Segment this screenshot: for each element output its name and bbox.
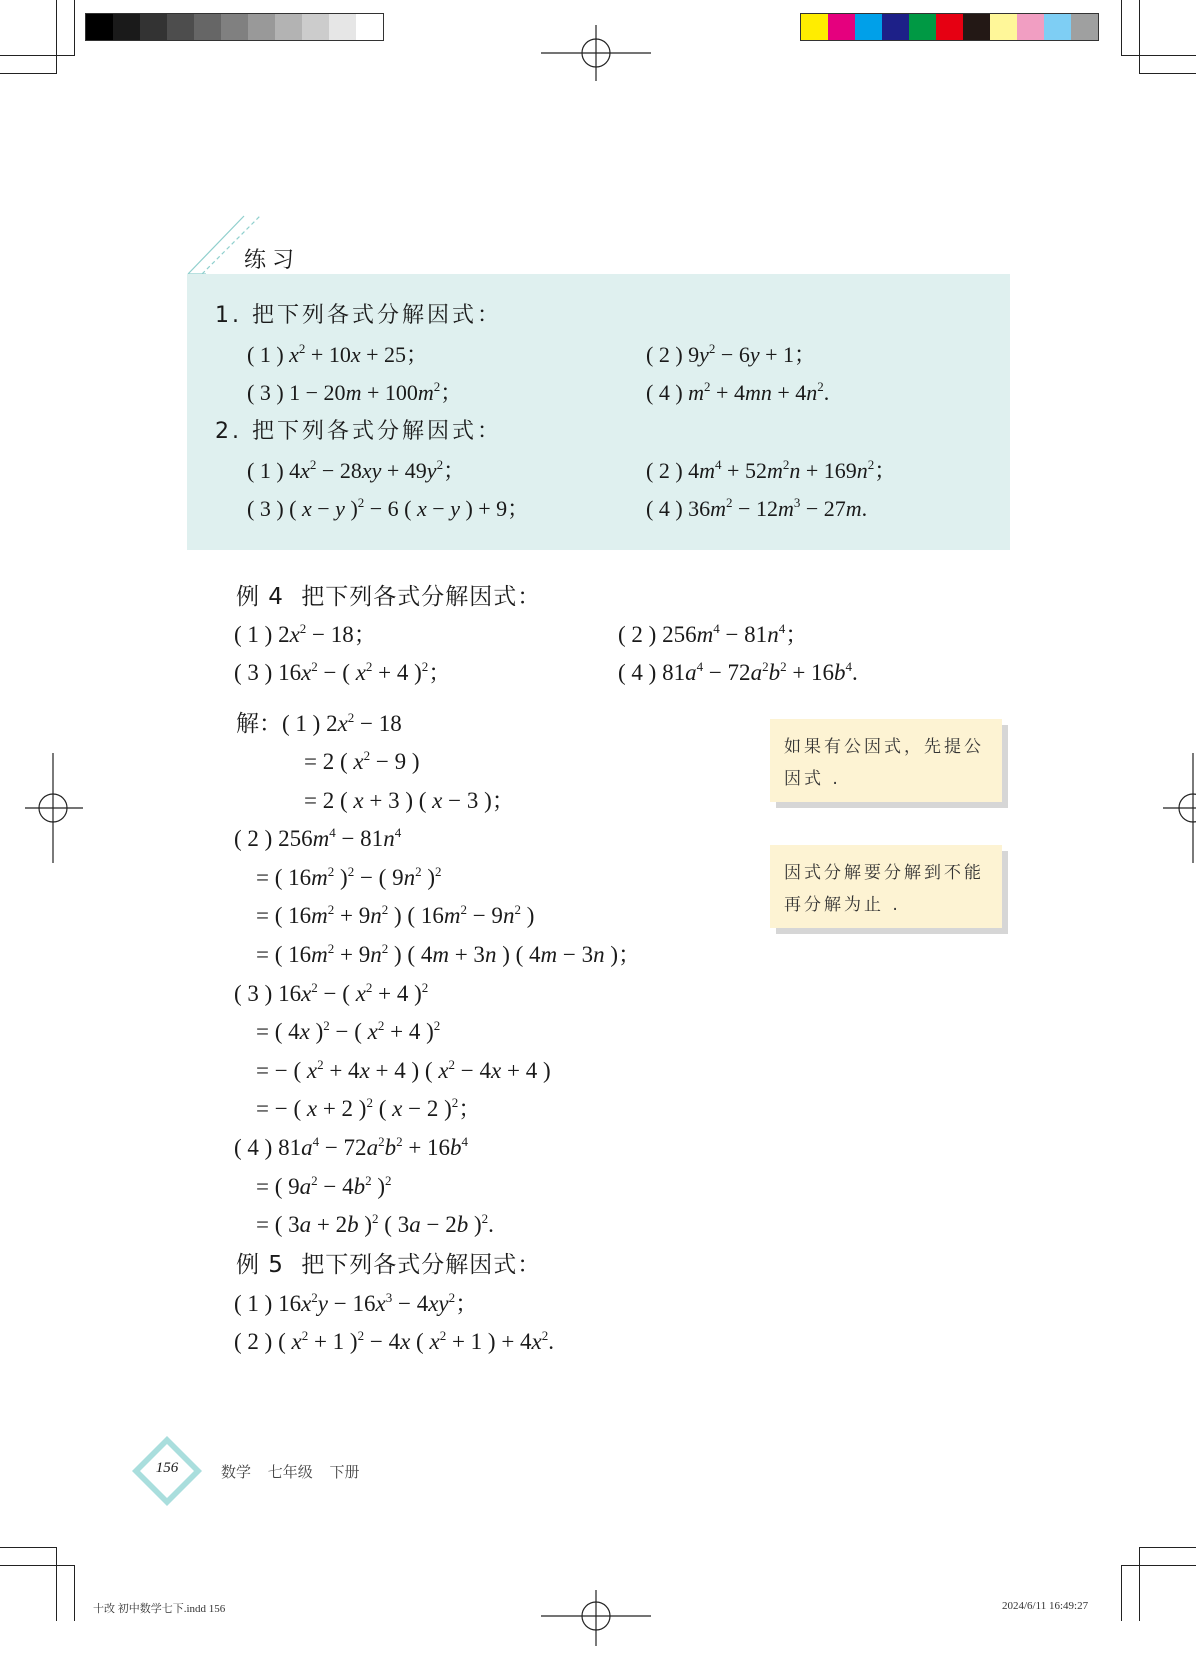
- crop-mark: [74, 1565, 75, 1621]
- crop-mark: [56, 1547, 57, 1621]
- solution-step-2a: ( 2 ) $256m^4 - 81n^4$: [234, 825, 402, 851]
- crop-mark: [0, 55, 75, 56]
- gray-swatch: [140, 14, 167, 40]
- color-swatch: [1017, 14, 1044, 40]
- page-number: 156: [155, 1460, 179, 1476]
- crop-mark: [1121, 1565, 1196, 1566]
- color-swatch: [882, 14, 909, 40]
- solution-step-2c: = ( $16m^2 + 9n^2$ ) ( $16m^2 - 9n^2$ ): [256, 902, 535, 928]
- color-swatch: [963, 14, 990, 40]
- registration-mark-left: [0, 753, 110, 863]
- exercise-q1-label: 1. 把下列各式分解因式：: [215, 303, 502, 328]
- gray-swatch: [86, 14, 113, 40]
- crop-mark: [0, 73, 57, 74]
- example4-label: 例 4: [236, 584, 284, 610]
- gray-swatch: [356, 14, 383, 40]
- registration-mark-bottom: [541, 1565, 651, 1675]
- example4-item-4: ( 4 ) $81a^4 - 72a^2b^2 + 16b^4$.: [618, 659, 858, 685]
- gray-swatch: [113, 14, 140, 40]
- registration-mark-right: [1136, 753, 1196, 863]
- gray-swatch: [329, 14, 356, 40]
- color-swatch: [909, 14, 936, 40]
- solution-step-2d: = ( $16m^2 + 9n^2$ ) ( 4m + 3n ) ( 4m − 3n )；: [256, 941, 642, 967]
- solution-step-3d: = − ( x + 2 )$^2$ ( x − 2 )$^2$；: [256, 1095, 482, 1121]
- crop-mark: [1121, 0, 1122, 56]
- exercise-q2-item-1: ( 1 ) $4x^2 - 28xy + 49y^2$；: [247, 457, 466, 483]
- exercise-q2-item-2: ( 2 ) $4m^4 + 52m^2n + 169n^2$；: [646, 457, 897, 483]
- example4-item-3: ( 3 ) $16x^2$ − ( $x^2 + 4$ )$^2$；: [234, 659, 452, 685]
- color-swatch: [1071, 14, 1098, 40]
- color-swatch: [990, 14, 1017, 40]
- solution-step-1c: = 2 ( x + 3 ) ( x − 3 )；: [304, 788, 515, 813]
- gray-swatch: [275, 14, 302, 40]
- solution-step-4b: = ( $9a^2 - 4b^2$ )$^2$: [256, 1173, 392, 1199]
- solution-step-3b: = ( 4x )$^2$ − ( $x^2 + 4$ )$^2$: [256, 1018, 441, 1044]
- crop-mark: [74, 0, 75, 56]
- color-swatch: [1044, 14, 1071, 40]
- gray-swatch: [194, 14, 221, 40]
- solution-label: 解：: [236, 711, 282, 737]
- book-title: 数学 七年级 下册: [221, 1463, 360, 1481]
- exercise-q2-label: 2. 把下列各式分解因式：: [215, 419, 502, 444]
- exercise-q2-item-3: ( 3 ) ( x − y )$^2$ − 6 ( x − y ) + 9；: [247, 495, 530, 521]
- crop-mark: [0, 1547, 57, 1548]
- solution-step-3c: = − ( $x^2 + 4x + 4$ ) ( $x^2 - 4x + 4$ ): [256, 1057, 551, 1083]
- example5-heading: [236, 1250, 541, 1280]
- timestamp-slug: 2024/6/11 16:49:27: [1002, 1600, 1089, 1612]
- example5-item-1: ( 1 ) $16x^2y - 16x^3 - 4xy^2$；: [234, 1290, 479, 1316]
- crop-mark: [1121, 1565, 1122, 1621]
- exercise-title: 练习: [244, 248, 301, 273]
- example5-prompt: 把下列各式分解因式：: [301, 1252, 542, 1278]
- solution-step-1b: = 2 ( $x^2 - 9$ ): [304, 748, 420, 774]
- crop-mark: [0, 1565, 75, 1566]
- gray-swatch: [221, 14, 248, 40]
- gray-scale-bar: [85, 13, 384, 41]
- registration-mark-top: [541, 0, 651, 110]
- color-bar: [800, 13, 1099, 41]
- example4-item-1: ( 1 ) $2x^2 - 18$；: [234, 621, 377, 647]
- crop-mark: [1139, 73, 1196, 74]
- gray-swatch: [302, 14, 329, 40]
- solution-step-3a: ( 3 ) $16x^2$ − ( $x^2 + 4$ )$^2$: [234, 980, 429, 1006]
- crop-mark: [1139, 0, 1140, 74]
- gray-swatch: [248, 14, 275, 40]
- solution-step-1a: 解：( 1 ) $2x^2 - 18$: [236, 710, 402, 737]
- crop-mark: [1121, 55, 1196, 56]
- crop-mark: [1139, 1547, 1140, 1621]
- example5-label: 例 5: [236, 1252, 284, 1278]
- example4-prompt: 把下列各式分解因式：: [301, 584, 542, 610]
- tip-note-common-factor: 如果有公因式，先提公因式 .: [770, 719, 1002, 802]
- crop-mark: [56, 0, 57, 74]
- tip-note-fully-factor: 因式分解要分解到不能再分解为止 .: [770, 845, 1002, 928]
- gray-swatch: [167, 14, 194, 40]
- exercise-q2-item-4: ( 4 ) $36m^2 - 12m^3 - 27m$.: [646, 495, 868, 521]
- solution-step-4c: = ( 3a + 2b )$^2$ ( 3a − 2b )$^2$.: [256, 1211, 494, 1237]
- color-swatch: [936, 14, 963, 40]
- exercise-q1-item-3: ( 3 ) $1 - 20m + 100m^2$；: [247, 379, 463, 405]
- color-swatch: [801, 14, 828, 40]
- solution-step-4a: ( 4 ) $81a^4 - 72a^2b^2 + 16b^4$: [234, 1134, 469, 1160]
- example4-item-2: ( 2 ) $256m^4 - 81n^4$；: [618, 621, 809, 647]
- color-swatch: [828, 14, 855, 40]
- example4-heading: [236, 582, 541, 612]
- solution-step-2b: = ( $16m^2$ )$^2$ − ( $9n^2$ )$^2$: [256, 864, 442, 890]
- exercise-q1-item-1: ( 1 ) $x^2 + 10x + 25$；: [247, 341, 429, 367]
- example5-item-2: ( 2 ) ( $x^2 + 1$ )$^2$ − 4x ( $x^2 + 1$ ) + $4x^2$.: [234, 1328, 555, 1354]
- exercise-q1-item-4: ( 4 ) $m^2 + 4mn + 4n^2$.: [646, 379, 830, 405]
- exercise-q1-item-2: ( 2 ) $9y^2 - 6y + 1$；: [646, 341, 817, 367]
- color-swatch: [855, 14, 882, 40]
- file-slug: 十改 初中数学七下.indd 156: [93, 1603, 226, 1615]
- crop-mark: [1139, 1547, 1196, 1548]
